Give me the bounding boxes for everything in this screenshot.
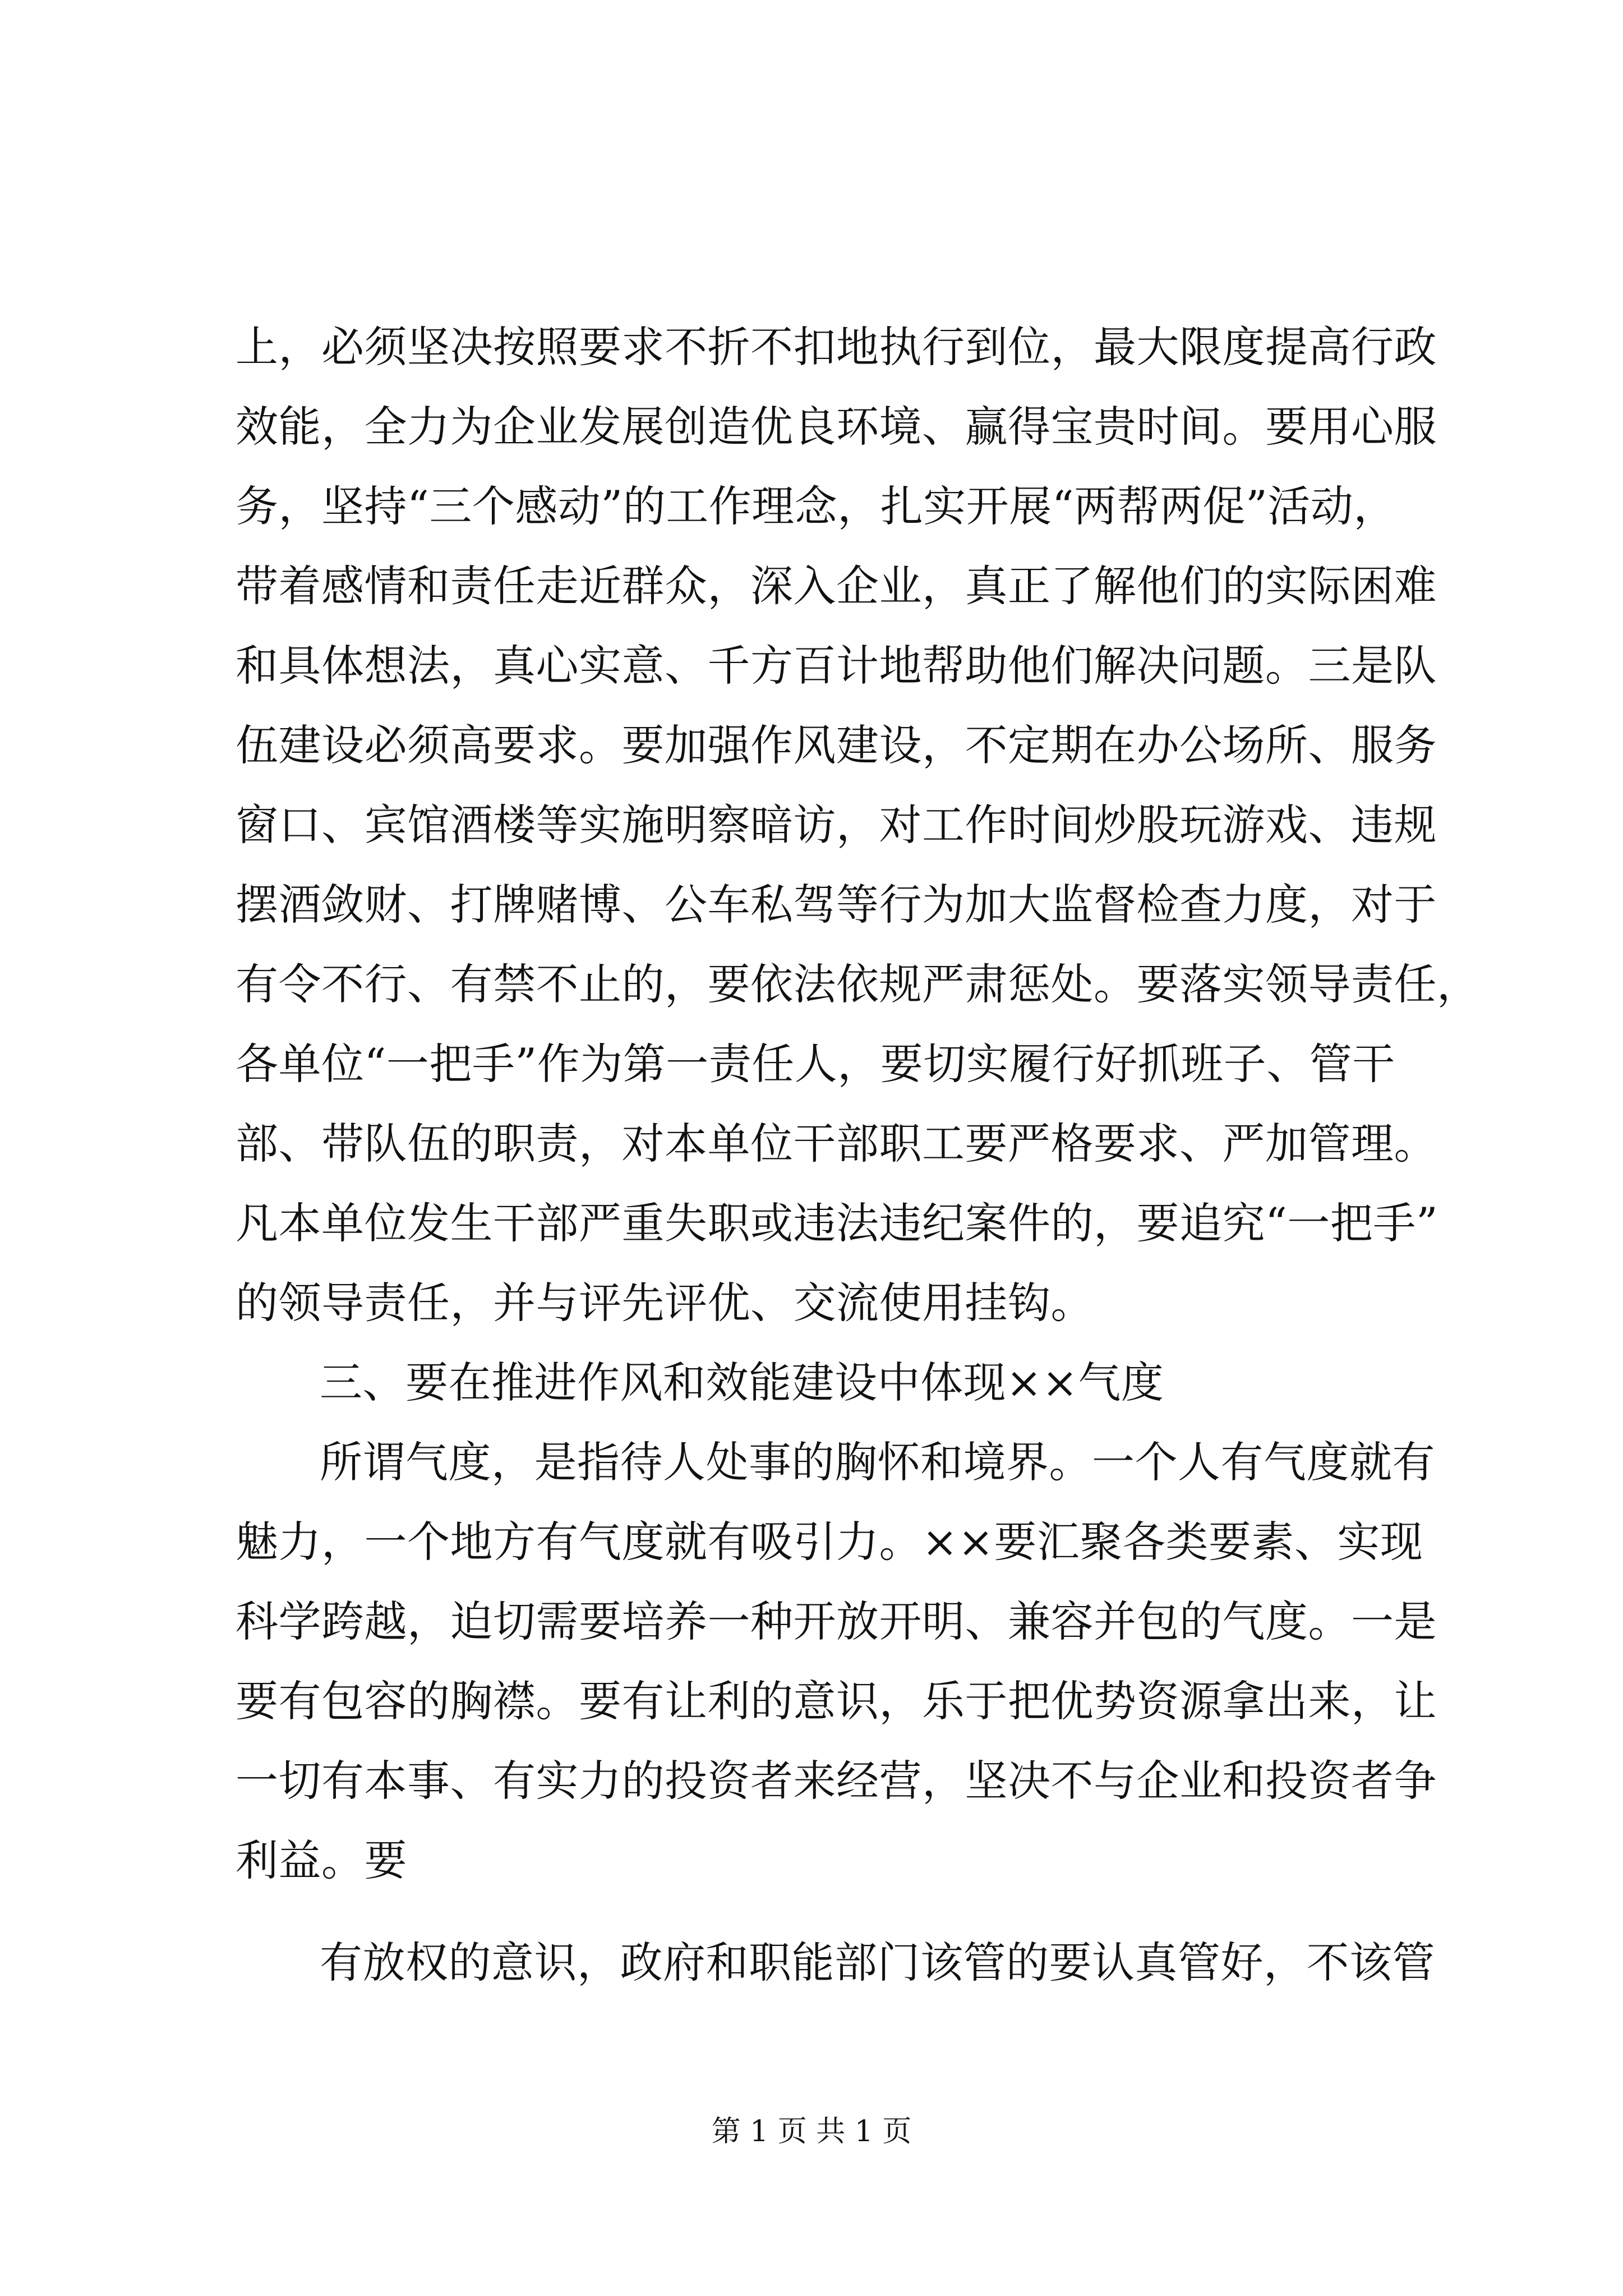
text-line: 部、带队伍的职责，对本单位干部职工要严格要求、严加管理。 <box>236 1119 1437 1168</box>
text-line: 凡本单位发生干部严重失职或违法违纪案件的，要追究“一把手” <box>236 1198 1438 1248</box>
text-line: 效能，全力为企业发展创造优良环境、赢得宝贵时间。要用心服 <box>236 402 1437 452</box>
text-line: 一切有本事、有实力的投资者来经营，坚决不与企业和投资者争 <box>236 1756 1437 1806</box>
section-heading: 三、要在推进作风和效能建设中体现××气度 <box>320 1358 1164 1407</box>
text-line: 和具体想法，真心实意、千方百计地帮助他们解决问题。三是队 <box>236 641 1437 691</box>
text-line: 的领导责任，并与评先评优、交流使用挂钩。 <box>236 1278 1094 1328</box>
text-line: 伍建设必须高要求。要加强作风建设，不定期在办公场所、服务 <box>236 720 1437 770</box>
page-footer <box>0 2109 1623 2154</box>
text-line: 摆酒敛财、打牌赌博、公车私驾等行为加大监督检查力度，对于 <box>236 880 1437 930</box>
text-line: 要有包容的胸襟。要有让利的意识，乐于把优势资源拿出来，让 <box>236 1676 1437 1726</box>
text-line: 利益。要 <box>236 1835 407 1885</box>
text-line: 魅力，一个地方有气度就有吸引力。××要汇聚各类要素、实现 <box>236 1517 1423 1567</box>
document-body <box>236 307 1480 2003</box>
text-line: 有令不行、有禁不止的，要依法依规严肃惩处。要落实领导责任， <box>236 959 1480 1009</box>
text-line: 上，必须坚决按照要求不折不扣地执行到位，最大限度提高行政 <box>236 322 1437 372</box>
text-line: 各单位“一把手”作为第一责任人，要切实履行好抓班子、管干 <box>236 1039 1395 1089</box>
text-line: 所谓气度，是指待人处事的胸怀和境界。一个人有气度就有 <box>320 1437 1435 1487</box>
text-line: 带着感情和责任走近群众，深入企业，真正了解他们的实际困难 <box>236 561 1437 611</box>
text-line: 有放权的意识，政府和职能部门该管的要认真管好，不该管 <box>320 1938 1435 1987</box>
text-line: 窗口、宾馆酒楼等实施明察暗访，对工作时间炒股玩游戏、违规 <box>236 800 1437 850</box>
page-number-label: 第 1 页 共 1 页 <box>711 2115 912 2148</box>
paragraph-gap <box>236 1901 1424 1923</box>
text-line: 务，坚持“三个感动”的工作理念，扎实开展“两帮两促”活动， <box>236 481 1396 531</box>
text-line: 科学跨越，迫切需要培养一种开放开明、兼容并包的气度。一是 <box>236 1596 1437 1646</box>
